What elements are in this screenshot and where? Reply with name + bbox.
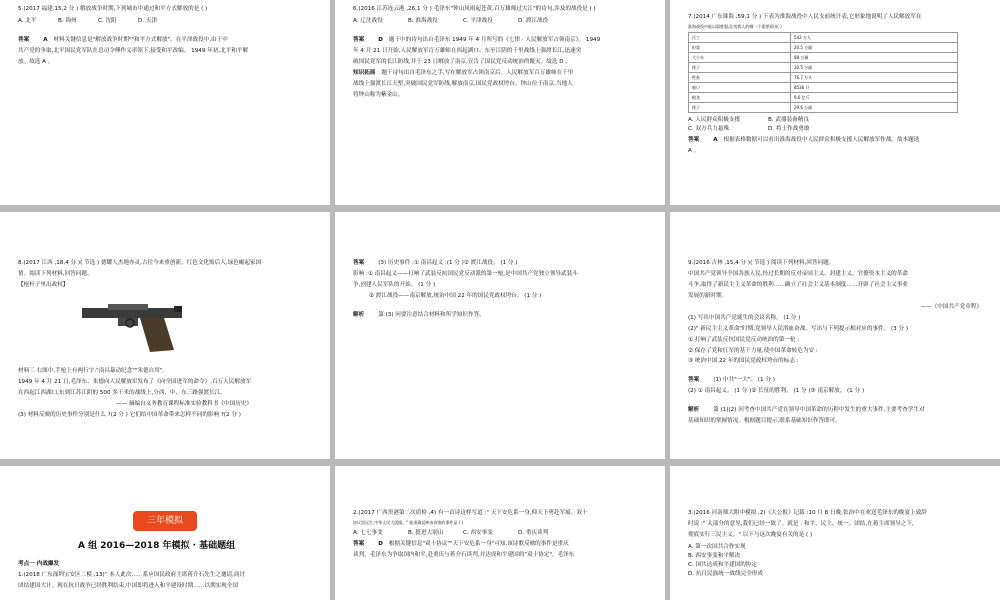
table-caption: 淮海战役中能以弱胜强,壮哉我人的哪一个重要原因( ): [688, 23, 782, 29]
table-cell-item: 民工: [689, 33, 791, 43]
option-d: D. 重庆谈判: [518, 530, 549, 537]
table-cell-value: 88 万辆: [791, 53, 958, 63]
table-row: [689, 93, 958, 103]
table-cell-value: 9.6 亿斤: [791, 93, 958, 103]
table-row: [689, 103, 958, 113]
answer-text: A 。: [688, 148, 700, 155]
option-a: A. 北平: [18, 17, 37, 24]
doc-page-3: [670, 0, 1000, 205]
option-list: [18, 17, 312, 26]
question-text: (3) 材料反映的历史事件分别是什么 ?(2 分 ) 它们给中国革命带来怎样不同的影响 ?(2 分 ): [18, 411, 241, 418]
option-a: A. 第一次国共合作实现: [688, 543, 746, 550]
material-text: 斗争,取得了新民主主义革命的胜利……确立了社会主义基本制度……开辟了社会主义事业: [688, 281, 908, 288]
question-text: 时说 :" 太部分的意见,我们已经一致了。就是 : 和平、民主、统一、团结,在蒋主席领导之下,: [688, 520, 914, 527]
analysis-line: [688, 406, 982, 415]
table-cell-item: 牲畜: [689, 73, 791, 83]
support-table: [688, 32, 958, 113]
sub-question: ③ 统治中国 22 年的国民党政权垮台的标志 :: [688, 358, 799, 365]
question-text: 7.(2014 广东珠海 ,59,1 分 ) 下表为淮海战役中人民支前统计表,它形象地说明了人民解放军在: [688, 14, 922, 20]
answer-label: 答案: [688, 137, 700, 144]
table-cell-item: 船只: [689, 83, 791, 93]
answer-label: 答案: [353, 260, 365, 266]
section-badge: 三年模拟: [133, 511, 197, 531]
question-text: 8.(2017 江西 ,18,4 分 )( 节选 ) 德耀人杰地亦灵,古往今来重创新。红色文化贻后人,绿色崛起家国: [18, 260, 262, 266]
answer-text: 材料关键信息是"解放战争时期""和平方式解放"。在平津战役中,由于中: [53, 36, 228, 43]
option-d: D. 渡江战役: [518, 17, 549, 24]
table-cell-value: 30.5 万副: [791, 63, 958, 73]
answer-text: (3) 历史事件 :① 南昌起义 ;(1 分 )② 渡江战役。 (1 分 ): [378, 260, 518, 266]
answer-label: 答案: [688, 377, 700, 384]
extension-text: 战线上强渡长江天堑,突破国民党军防线,解放南京,国民党政权垮台。钟山位于南京,当地人: [353, 80, 573, 87]
answer-line: [353, 36, 647, 45]
option-list: [353, 17, 647, 26]
doc-page-2: [335, 0, 665, 205]
table-cell-value: 29.6 万副: [791, 103, 958, 113]
table-row: [689, 83, 958, 93]
option-d: D. 天津: [138, 17, 158, 24]
answer-label: 答案: [18, 36, 30, 43]
table-cell-item: 挑子: [689, 63, 791, 73]
answer-key: D: [378, 541, 383, 548]
answer-text: 放。故选 A 。: [18, 58, 54, 65]
answer-text: 争,创建人民军队的开始。 (1 分 ): [353, 281, 436, 288]
table-row: [689, 33, 958, 43]
table-cell-value: 8536 只: [791, 83, 958, 93]
table-row: [689, 63, 958, 73]
table-row: [689, 73, 958, 83]
option-list: [688, 116, 982, 134]
answer-line: [353, 259, 647, 268]
option-b: B. 锦州: [58, 17, 77, 24]
option-c: C. 双方兵力悬殊: [688, 126, 730, 133]
table-cell-item: 挑子: [689, 103, 791, 113]
answer-text: (1) 中共"一大"。 (1 分 ): [713, 377, 775, 384]
analysis-text: 第 (3) 问要注意结合材料和所学知识作答。: [378, 311, 485, 318]
option-c: C. 沈阳: [98, 17, 117, 24]
extension-text: 题干诗句出自毛泽东之手,写在解放军占领南京后。人民解放军百万雄师在千里: [381, 69, 574, 76]
option-c: C. 平津战役: [463, 17, 493, 24]
doc-page-7: [0, 466, 330, 600]
option-a: A. 辽沈战役: [353, 17, 383, 24]
sub-question: ② 保存了党和红军的基干力量,使中国革命转危为安 :: [688, 347, 818, 354]
option-d: D. 将士作战勇敢: [768, 126, 810, 133]
extension-text: 将钟山称为紫金山。: [353, 91, 404, 98]
option-c: C. 国共达成和平建国的协定: [688, 561, 757, 568]
material-source: ——《中国共产党章程》: [920, 303, 982, 310]
analysis-line: [353, 311, 647, 320]
group-title: A 组 2016—2018 年模拟 · 基础题组: [78, 541, 236, 552]
answer-text: 影响 :① 南昌起义——打响了武装反抗国民党反动派的第一枪,是中国共产党独立领导武装斗: [353, 270, 578, 277]
question-text: 6.(2016 江苏连云港 ,26,1 分 ) 毛泽东"钟山风雨起苍黄,百万雄师过大江"的诗句,涉及的战役是 ( ): [353, 6, 596, 12]
doc-page-4: [0, 212, 330, 459]
answer-line: [18, 36, 312, 45]
answer-line: [688, 376, 982, 385]
table-cell-value: 76.7 万头: [791, 73, 958, 83]
material-source: —— 摘编自义务教育课程标准实验教科书《中国历史》: [115, 400, 252, 407]
table-cell-value: 543 万人: [791, 33, 958, 43]
answer-text: 题干中的诗句出自毛泽东 1949 年 4 月所写的《七律 · 人民解放军占领南京》。 1949: [388, 36, 601, 43]
answer-text: 谈判。毛泽东为争取国内和平,赴重庆与蒋介石谈判,并达成和平建国的"双十协定"。毛泽东: [353, 552, 575, 559]
extension-line: [353, 69, 647, 78]
analysis-text: 基础知识的掌握情况。根据题目提示,联系基础知识作答即可。: [688, 418, 841, 425]
sub-question: (1) 写出中国共产党诞生的会议名称。 (1 分 ): [688, 314, 801, 321]
table-row: [689, 53, 958, 63]
answer-text: 根据表格数据可以看出淮海战役中人民群众积极支援人民解放军作战。故本题选: [723, 137, 920, 144]
material-text: 在西起江西湖口,东到江苏江阴的 500 多千米的战线上,分西、中、东三路强渡长江。: [18, 389, 226, 396]
answer-key: A: [713, 137, 718, 144]
material-text: 中国共产党领导全国各族人民,经过长期的反对帝国主义、封建主义、官僚资本主义的革命: [688, 270, 908, 277]
option-list: [353, 529, 647, 538]
section-bracket: 【枪杆子里出政权】: [18, 281, 69, 288]
option-d: D. 抗日民族统一战线完全形成: [688, 570, 763, 577]
answer-text: 破国民党军的长江防线,并于 23 日解放了南京,宣告了国民党反动统治的覆灭。故选 D 。: [353, 58, 571, 65]
extension-label: 知识拓展: [353, 69, 376, 76]
answer-text: (2) ① 南昌起义。 (1 分 )② 长征的胜利。 (1 分 )③ 南京解放。 (1 分 ): [688, 388, 865, 395]
answer-label: 答案: [353, 36, 365, 43]
table-cell-value: 20.5 万副: [791, 43, 958, 53]
answer-text: 年 4 月 21 日开始,人民解放军百万雄师在西起湖口、东至江阴的千里战线上强渡长江,迅速突: [353, 47, 582, 54]
doc-page-1: [0, 0, 330, 205]
doc-page-8: [335, 466, 665, 600]
question-text: 协议崇远生,中华人民大团圆。" 能准确反映该诗歌的事件是 ( ): [353, 519, 464, 525]
answer-text: 共产党的争取,北平国民党军队在总司令傅作义率领下,接受和平改编。 1949 年初,北平和平解: [18, 47, 249, 54]
answer-key: A: [43, 36, 48, 43]
option-b: B. 挺进大别山: [408, 530, 444, 537]
question-text: 9.(2016 吉林 ,15,4 分 )( 节选 ) 阅读下列材料,回答问题。: [688, 260, 835, 266]
option-b: B. 淮海战役: [408, 17, 438, 24]
answer-key: D: [378, 36, 383, 43]
material-text: 1949 年 4 月 21 日,毛泽东、朱德向人民解放军发布了《向全国进军的命令》,百万人民解放军: [18, 378, 252, 385]
table-cell-item: 粮食: [689, 93, 791, 103]
analysis-label: 解析: [688, 407, 700, 414]
option-list: [688, 543, 982, 579]
doc-page-5: [335, 212, 665, 459]
answer-text: 根据关键信息"双十协议""天下安危系一身"可知,该诗歌反映的事件是重庆: [388, 541, 569, 548]
analysis-text: 第 (1)(2) 问考查中国共产党在领导中国革命的历程中发生的重大事件,主要考查学生对: [713, 407, 925, 414]
material-text: 材料三 右图中,手枪上有两行字:"南昌暴动纪念""朱德自用"。: [18, 367, 168, 374]
table-cell-item: 大小车: [689, 53, 791, 63]
option-b: B. 武器装备精良: [768, 117, 809, 124]
question-text: 2.(2017 广西贵港第二次质检 ,4) 有一首诗这样写道 :" 天下安危系一身,仰天下勇赴军瘟。双十: [353, 510, 588, 516]
doc-page-9: [670, 466, 1000, 600]
pistol-icon: [78, 300, 188, 355]
pistol-image: [78, 300, 312, 359]
material-text: 发展的新时期。: [688, 292, 728, 299]
option-a: A. 七七事变: [353, 530, 383, 537]
table-row: [689, 43, 958, 53]
table-cell-item: 担架: [689, 43, 791, 53]
question-text: 团结建国大计。现在抗日战争已经胜利结束,中国即将进入和平建设时期……以期实现全国: [18, 582, 238, 589]
knowledge-point-title: 考点一 内战爆发: [18, 560, 60, 567]
sub-question: (2)" 新民主主义革命"时期,党领导人民浴血奋战。写出与下列提示相对应的事件。 (3 分 ): [688, 325, 909, 332]
sub-question: ① 打响了武装反抗国民党反动统治的第一枪 :: [688, 336, 800, 343]
analysis-label: 解析: [353, 311, 365, 318]
option-b: B. 西安事变和平解决: [688, 552, 741, 559]
question-text: 情。阅读下列材料,回答问题。: [18, 270, 93, 277]
answer-label: 答案: [353, 541, 365, 548]
answer-line: [353, 540, 647, 549]
question-text: 5.(2017 福建,15,2 分 ) 解放战争时期,下列城市中通过和平方式解放的是 ( ): [18, 6, 208, 12]
answer-text: ② 渡江战役——南京解放,统治中国 22 年的国民党政权垮台。 (1 分 ): [369, 292, 542, 299]
question-text: 3.(2016 河南师大附中模拟 ,2)《大公报》记载 :10 月 8 日晚,张治中在欢送毛泽东的晚宴上致辞: [688, 510, 927, 516]
doc-page-6: [670, 212, 1000, 459]
option-c: C. 西安事变: [463, 530, 493, 537]
option-a: A. 人民群众积极支援: [688, 117, 741, 124]
answer-line: [688, 136, 982, 145]
question-text: 彻底实行三民主义。" 以下与这次晚宴有关的是 ( ): [688, 531, 813, 538]
question-text: 1.(2018 广东深圳宝安区二模 ,13)" 本人此次……系应国民政府主席蒋介石先生之邀请,商讨: [18, 571, 246, 578]
